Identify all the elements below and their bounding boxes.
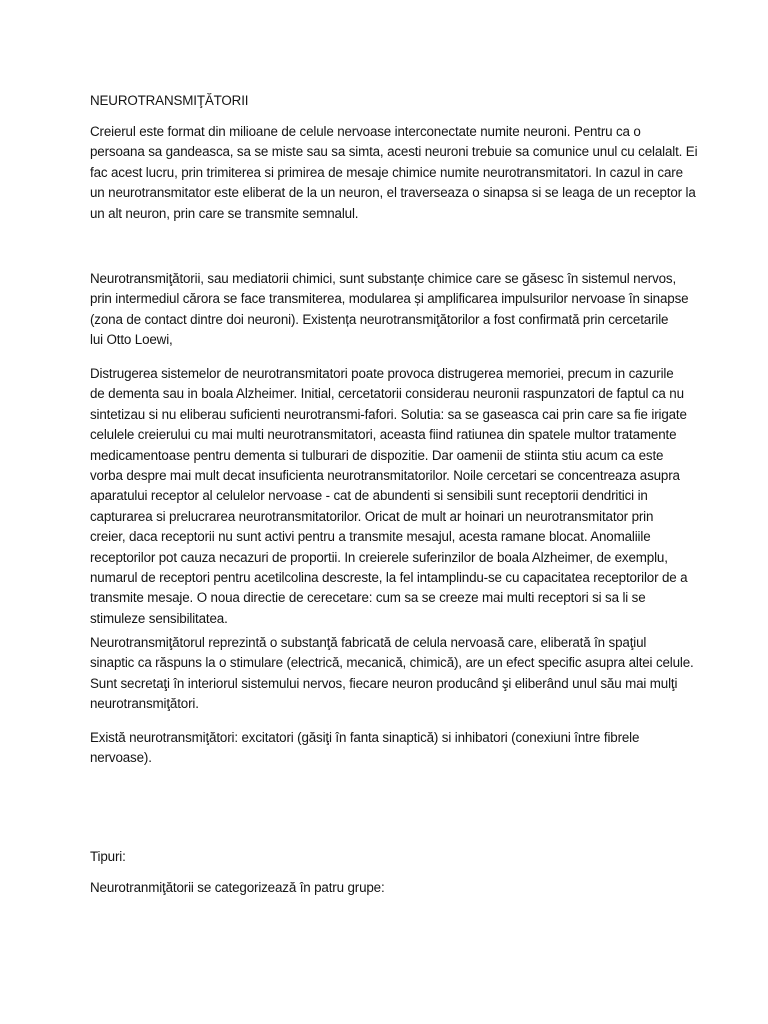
text-line: nervoase).: [90, 750, 152, 766]
text-line: celulele creierului cu mai multi neurotransmitatori, aceasta fiind ratiunea din spatele multor tratamente: [90, 427, 677, 443]
text-line: vorba despre mai mult decat insuficienta neurotransmitatorilor. Noile cercetari se concentreaza asupra: [90, 468, 680, 484]
text-line: Sunt secretaţi în interiorul sistemului nervos, fiecare neuron producând şi eliberând unul său mai mulţi: [90, 675, 678, 691]
paragraph-definition: [90, 269, 690, 351]
text-line: un neurotransmitator este eliberat de la un neuron, el traverseaza o sinapsa si se leaga de un receptor la: [90, 185, 696, 201]
categories-line: Neurotranmiţătorii se categorizează în patru grupe:: [90, 880, 385, 895]
text-line: numarul de receptori pentru acetilcolina descreste, la fel intamplindu-se cu capacitatea receptorilor de a: [90, 570, 688, 586]
text-line: capturarea si prelucrarea neurotransmitatorilor. Oricat de mult ar hoinari un neurotransmitator prin: [90, 508, 654, 524]
text-line: creier, daca receptorii nu sunt activi pentru a transmite mesajul, acesta ramane blocat. Anomaliile: [90, 529, 651, 545]
text-line: sinaptic ca răspuns la o stimulare (electrică, mecanică, chimică), are un efect specific asupra altei celule.: [90, 655, 694, 671]
text-line: aparatului receptor al celulelor nervoase - cat de abundenti si sensibili sunt receptorii dendritici in: [90, 488, 648, 504]
paragraph-excitatory-inhibitory: [90, 728, 690, 769]
text-line: lui Otto Loewi,: [90, 332, 173, 348]
text-line: receptorilor pot cauza necazuri de proportii. In creierele suferinzilor de boala Alzheimer, de exemplu,: [90, 549, 668, 565]
text-line: fac acest lucru, prin trimiterea si primirea de mesaje chimice numite neurotransmitatori. In cazul in care: [90, 164, 683, 180]
text-line: transmite mesaje. O noua directie de cerecetare: cum sa se creeze mai multi receptori si sa li se: [90, 590, 646, 606]
text-line: sintetizau si nu eliberau suficienti neurotransmi-fafori. Solutia: sa se gaseasca cai prin care sa fie irigate: [90, 406, 687, 422]
text-line: Neurotransmiţătorii, sau mediatorii chimici, sunt substanțe chimice care se găsesc în sistemul nervos,: [90, 271, 677, 286]
text-line: medicamentoase pentru dementa si tulburari de dispozitie. Dar oamenii de stiinta stiu acum ca este: [90, 447, 664, 463]
subheading-types: Tipuri:: [90, 849, 126, 864]
text-line: un alt neuron, prin care se transmite semnalul.: [90, 205, 359, 221]
document-title: NEUROTRANSMIŢĂTORII: [90, 93, 249, 108]
text-line: (zona de contact dintre doi neuroni). Existența neurotransmiţătorilor a fost confirmată prin cercetarile: [90, 311, 669, 327]
paragraph-dementia: [90, 364, 690, 629]
text-line: neurotransmiţători.: [90, 696, 199, 712]
text-line: Creierul este format din milioane de celule nervoase interconectate numite neuroni. Pentru ca o: [90, 124, 641, 139]
text-line: Există neurotransmiţători: excitatori (găsiţi în fanta sinaptică) si inhibatori (conexiuni între fibrele: [90, 730, 640, 745]
paragraph-neurotransmitter-role: [90, 633, 694, 715]
text-line: Distrugerea sistemelor de neurotransmitatori poate provoca distrugerea memoriei, precum in cazurile: [90, 366, 674, 381]
paragraph-intro: [90, 122, 698, 224]
text-line: persoana sa gandeasca, sa se miste sau sa simta, acesti neuroni trebuie sa comunice unul cu celalalt. Ei: [90, 144, 698, 160]
text-line: stimuleze sensibilitatea.: [90, 610, 228, 626]
text-line: Neurotransmiţătorul reprezintă o substanţă fabricată de celula nervoasă care, eliberată în spaţiul: [90, 635, 647, 650]
text-line: de dementa sau in boala Alzheimer. Initial, cercetatorii considerau neuronii raspunzatori de faptul ca nu: [90, 386, 684, 402]
text-line: prin intermediul cărora se face transmiterea, modularea și amplificarea impulsurilor nervoase în sinapse: [90, 291, 689, 307]
